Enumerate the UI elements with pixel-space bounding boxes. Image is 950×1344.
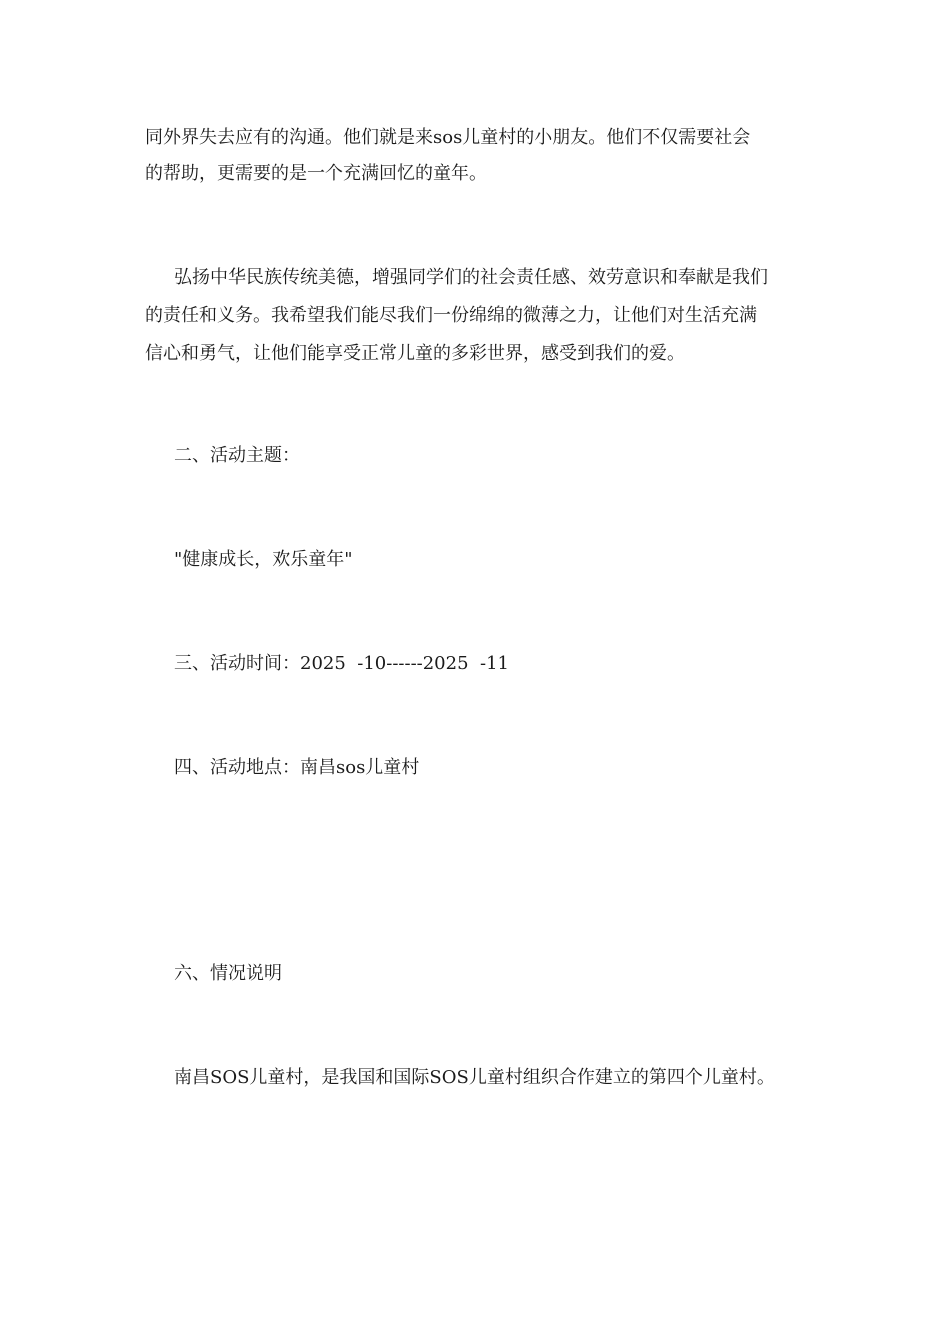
activity-location: 四、活动地点：南昌sos儿童村 <box>174 757 420 778</box>
activity-time: 三、活动时间：2025 -10------2025 -11 <box>174 653 509 674</box>
purpose-line-2: 的责任和义务。我希望我们能尽我们一份绵绵的微薄之力，让他们对生活充满 <box>145 305 757 326</box>
purpose-line-3: 信心和勇气，让他们能享受正常儿童的多彩世界，感受到我们的爱。 <box>145 343 685 364</box>
intro-line-2: 的帮助，更需要的是一个充满回忆的童年。 <box>145 163 487 184</box>
situation-heading: 六、情况说明 <box>174 963 282 984</box>
situation-text: 南昌SOS儿童村，是我国和国际SOS儿童村组织合作建立的第四个儿童村。 <box>174 1067 775 1088</box>
theme-value: "健康成长，欢乐童年" <box>174 549 353 570</box>
purpose-line-1: 弘扬中华民族传统美德，增强同学们的社会责任感、效劳意识和奉献是我们 <box>174 267 768 288</box>
theme-heading: 二、活动主题： <box>174 445 300 466</box>
intro-line-1: 同外界失去应有的沟通。他们就是来sos儿童村的小朋友。他们不仅需要社会 <box>145 127 751 148</box>
